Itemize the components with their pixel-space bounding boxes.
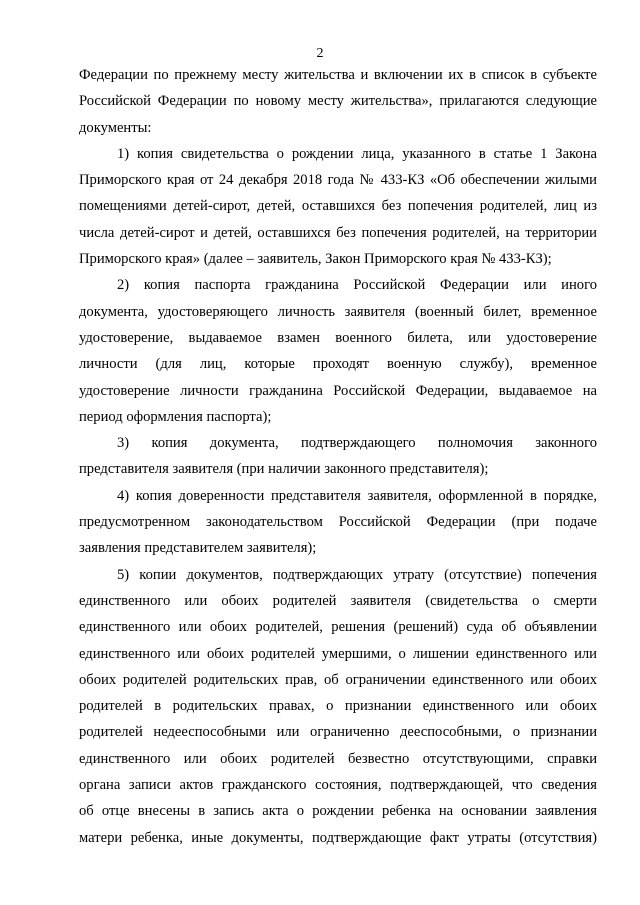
text-line: единственного или обоих родителей умершими, о лишении единственного или <box>79 645 597 662</box>
text-line: родителей в родительских правах, о признании единственного или обоих <box>79 698 597 715</box>
text-line: 2) копия паспорта гражданина Российской Федерации или иного <box>117 277 597 294</box>
text-line: обоих родителей родительских прав, об ограничении единственного или обоих <box>79 671 597 688</box>
text-line: помещениями детей-сирот, детей, оставшихся без попечения родителей, лиц из <box>79 198 597 215</box>
text-line: заявления представителем заявителя); <box>79 540 317 557</box>
text-line: документа, удостоверяющего личность заявителя (военный билет, временное <box>79 303 597 320</box>
text-line: удостоверение личности гражданина Российской Федерации, выдаваемое на <box>79 382 597 399</box>
text-line: предусмотренном законодательством Российской Федерации (при подаче <box>79 514 597 531</box>
paragraph-item-2 <box>79 272 597 430</box>
text-line: Приморского края от 24 декабря 2018 года № 433-КЗ «Об обеспечении жилыми <box>79 172 597 189</box>
text-line: 3) копия документа, подтверждающего полномочия законного <box>117 435 597 452</box>
paragraph-item-1 <box>79 141 597 272</box>
paragraph-item-3 <box>79 430 597 483</box>
text-line: 1) копия свидетельства о рождении лица, указанного в статье 1 Закона <box>117 145 597 162</box>
text-line: период оформления паспорта); <box>79 408 272 425</box>
text-line: об отце внесены в запись акта о рождении ребенка на основании заявления <box>79 803 597 820</box>
text-line: Федерации по прежнему месту жительства и включении их в список в субъекте <box>79 67 597 83</box>
text-line: удостоверение, выдаваемое взамен военного билета, или удостоверение <box>79 329 597 346</box>
page-number: 2 <box>316 46 324 61</box>
text-line: числа детей-сирот и детей, оставшихся без попечения родителей, на территории <box>79 224 597 241</box>
paragraph-item-5 <box>79 562 597 851</box>
text-line: единственного или обоих родителей заявителя (свидетельства о смерти <box>79 592 597 609</box>
text-line: Приморского края» (далее – заявитель, Закон Приморского края № 433-КЗ); <box>79 251 552 268</box>
text-line: представителя заявителя (при наличии законного представителя); <box>79 461 489 478</box>
paragraph-item-4 <box>79 483 597 562</box>
text-line: 5) копии документов, подтверждающих утрату (отсутствие) попечения <box>117 566 597 583</box>
text-line: единственного или обоих родителей, решения (решений) суда об объявлении <box>79 619 597 636</box>
text-line: документы: <box>79 119 152 136</box>
text-line: матери ребенка, иные документы, подтверждающие факт утраты (отсутствия) <box>79 829 597 846</box>
text-line: родителей недееспособными или ограниченно дееспособными, о признании <box>79 724 597 741</box>
text-line: Российской Федерации по новому месту жительства», прилагаются следующие <box>79 93 597 110</box>
text-line: единственного или обоих родителей безвестно отсутствующими, справки <box>79 750 597 767</box>
text-line: личности (для лиц, которые проходят военную службу), временное <box>79 356 597 373</box>
text-line: 4) копия доверенности представителя заявителя, оформленной в порядке, <box>117 487 597 504</box>
paragraph-intro <box>79 62 597 141</box>
document-body <box>79 62 597 851</box>
text-line: органа записи актов гражданского состояния, подтверждающей, что сведения <box>79 777 597 794</box>
